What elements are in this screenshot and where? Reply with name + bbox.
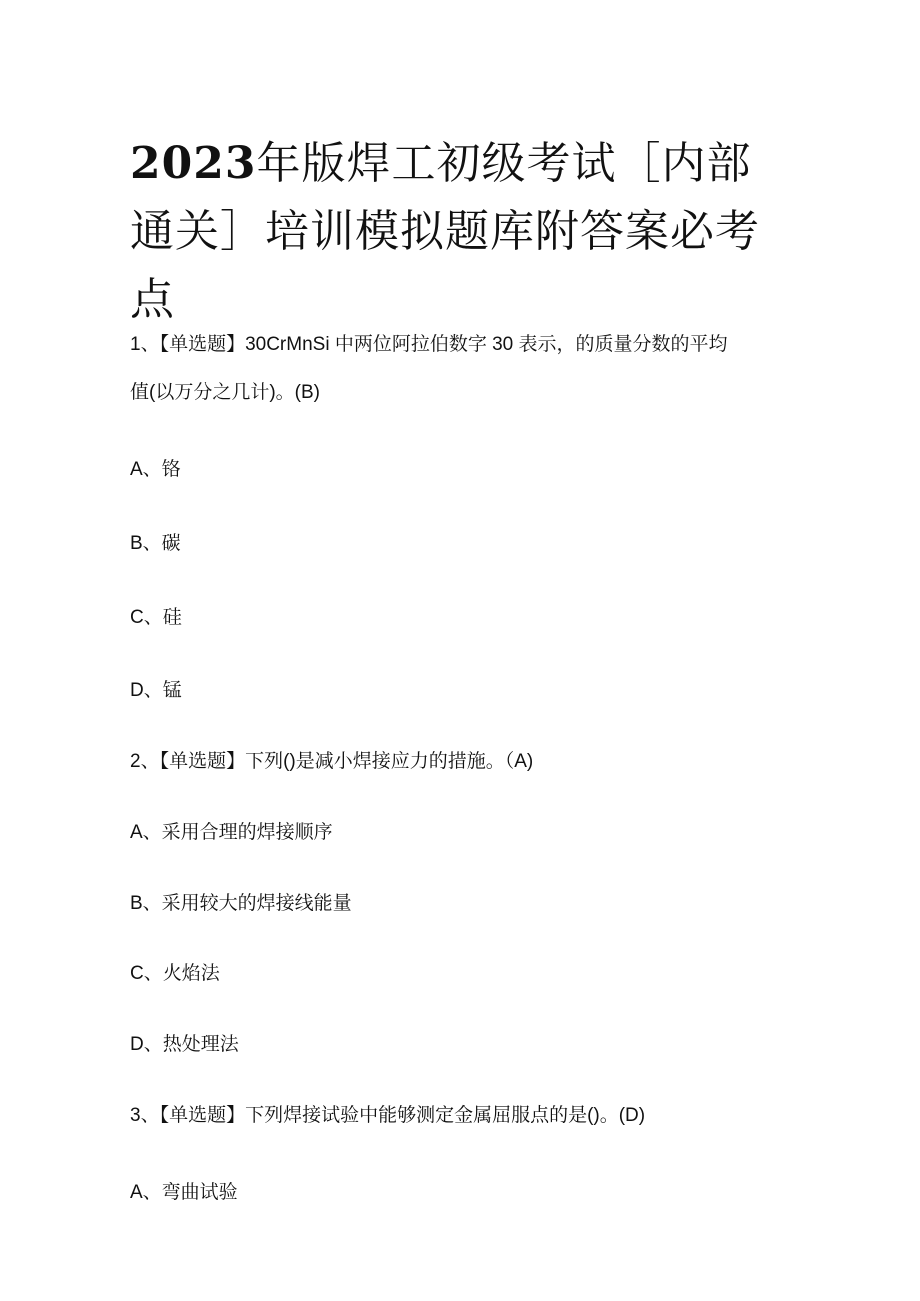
question-1-option-b: B、碳 (130, 533, 181, 554)
question-2-option-a: A、采用合理的焊接顺序 (130, 822, 333, 843)
question-2-stem: 2、【单选题】下列()是减小焊接应力的措施。（A) (130, 751, 534, 772)
title-text: 年版焊工初级考试［内部通关］培训模拟题库附答案必考点 (130, 138, 760, 325)
title-year: 2023 (130, 138, 257, 189)
question-1-stem-line-1: 1、【单选题】30CrMnSi 中两位阿拉伯数字 30 表示，的质量分数的平均 (130, 334, 728, 355)
document-title (130, 130, 770, 334)
question-1-option-c: C、硅 (130, 607, 182, 628)
question-1-option-d: D、锰 (130, 680, 182, 701)
question-2-option-b: B、采用较大的焊接线能量 (130, 893, 352, 914)
question-1-option-a: A、铬 (130, 459, 181, 480)
question-2-option-d: D、热处理法 (130, 1034, 239, 1055)
question-1-stem-line-2: 值(以万分之几计)。(B) (130, 382, 320, 403)
question-3-stem: 3、【单选题】下列焊接试验中能够测定金属屈服点的是()。(D) (130, 1105, 646, 1126)
question-2-option-c: C、火焰法 (130, 963, 220, 984)
question-3-option-a: A、弯曲试验 (130, 1182, 238, 1203)
